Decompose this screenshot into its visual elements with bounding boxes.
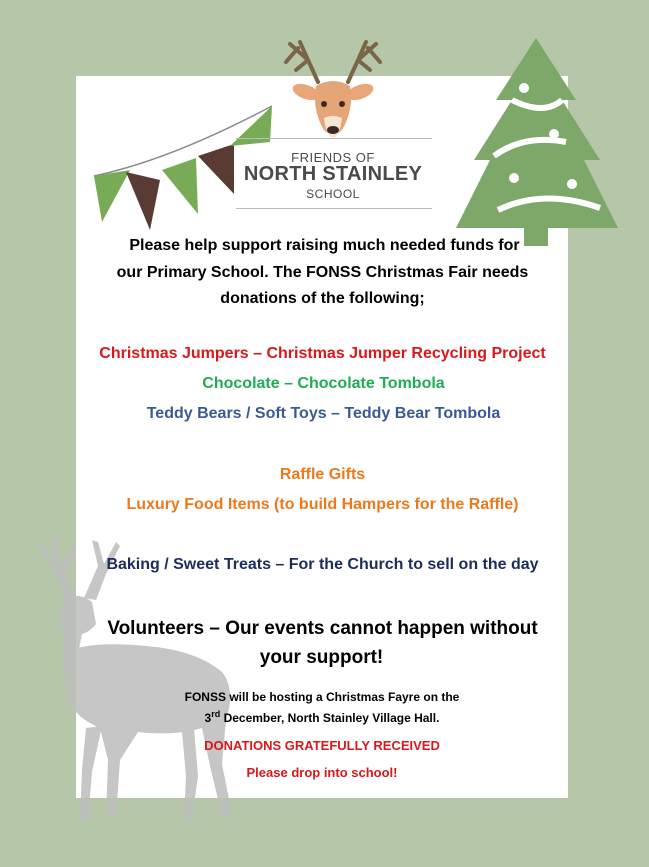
bunting-flag-2 (126, 172, 160, 230)
intro-line-3: donations of the following; (220, 290, 425, 307)
item-raffle-gifts: Raffle Gifts (279, 466, 366, 483)
item-chocolate: Chocolate – Chocolate Tombola (202, 375, 445, 392)
logo-line-friends-of: FRIENDS OF (291, 150, 375, 165)
bunting-flag-1 (94, 170, 130, 222)
intro-line-1: Please help support raising much needed funds for (129, 237, 520, 254)
intro-line-2: our Primary School. The FONSS Christmas Fair needs (116, 264, 529, 281)
logo-line-school: SCHOOL (306, 187, 360, 201)
event-venue: December, North Stainley Village Hall. (220, 711, 440, 725)
bunting-flag-5 (230, 106, 272, 146)
event-line-1: FONSS will be hosting a Christmas Fayre on the (184, 690, 460, 704)
logo-divider-top (236, 138, 432, 139)
volunteers-line-1: Volunteers – Our events cannot happen without (107, 618, 538, 639)
event-day-suffix: rd (211, 709, 221, 719)
bunting-flag-4 (198, 144, 234, 194)
volunteers-line-2: your support! (259, 647, 384, 668)
bunting-flag-3 (162, 158, 198, 214)
donations-notice: DONATIONS GRATEFULLY RECEIVED (204, 738, 440, 753)
event-day: 3 (204, 711, 212, 725)
christmas-tree-icon (454, 38, 620, 248)
reindeer-logo-icon (268, 30, 398, 145)
event-line-2 (76, 711, 568, 725)
item-christmas-jumpers: Christmas Jumpers – Christmas Jumper Recycling Project (99, 345, 546, 362)
logo-divider-bottom (236, 208, 432, 209)
item-baking: Baking / Sweet Treats – For the Church to sell on the day (106, 556, 539, 573)
item-teddy-bears: Teddy Bears / Soft Toys – Teddy Bear Tombola (146, 405, 501, 422)
logo-line-north-stainley: NORTH STAINLEY (243, 163, 423, 185)
drop-in-notice: Please drop into school! (246, 765, 398, 780)
item-luxury-food: Luxury Food Items (to build Hampers for the Raffle) (126, 496, 519, 513)
